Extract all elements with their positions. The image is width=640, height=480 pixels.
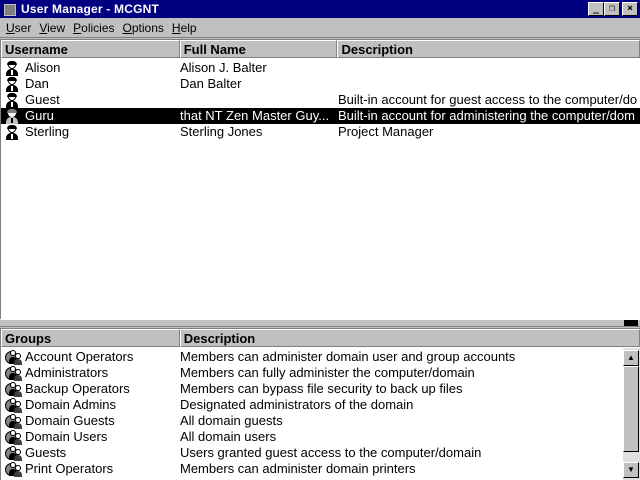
group-name: Domain Users — [25, 429, 108, 444]
group-name: Guests — [25, 445, 67, 460]
system-menu-icon[interactable] — [2, 2, 18, 16]
user-username: Sterling — [25, 124, 70, 139]
group-description: Users granted guest access to the computer/domain — [180, 445, 482, 460]
window-title: User Manager - MCGNT — [21, 2, 160, 16]
group-name: Administrators — [25, 365, 109, 380]
group-description: Designated administrators of the domain — [180, 397, 414, 412]
restore-button[interactable]: ❐ — [604, 2, 620, 16]
groups-vertical-scrollbar[interactable] — [623, 348, 640, 480]
user-username: Dan — [25, 76, 49, 91]
user-icon — [5, 61, 19, 76]
menu-bar — [0, 18, 640, 38]
group-name: Domain Admins — [25, 397, 117, 412]
user-row[interactable] — [1, 60, 640, 76]
group-icon — [5, 462, 23, 477]
user-description: Project Manager — [338, 124, 434, 139]
group-row[interactable] — [1, 381, 640, 397]
groups-header — [1, 329, 640, 347]
user-row[interactable] — [1, 76, 640, 92]
users-header — [1, 40, 640, 58]
column-group-description[interactable]: Description — [180, 329, 640, 347]
group-row[interactable] — [1, 461, 640, 477]
user-row-selected[interactable] — [1, 108, 640, 124]
user-icon — [5, 93, 19, 108]
pane-splitter[interactable] — [0, 319, 640, 327]
column-description[interactable]: Description — [337, 40, 640, 58]
group-description: All domain users — [180, 429, 277, 444]
column-full-name[interactable]: Full Name — [180, 40, 338, 58]
group-row[interactable] — [1, 365, 640, 381]
user-username: Alison — [25, 60, 61, 75]
groups-list — [0, 328, 640, 480]
group-icon — [5, 398, 23, 413]
close-button[interactable]: × — [622, 2, 638, 16]
group-description: Members can bypass file security to back up files — [180, 381, 463, 396]
group-icon — [5, 414, 23, 429]
group-row[interactable] — [1, 445, 640, 461]
user-username: Guru — [25, 108, 54, 123]
group-row[interactable] — [1, 429, 640, 445]
group-name: Domain Guests — [25, 413, 115, 428]
menu-view[interactable]: View — [39, 20, 66, 35]
title-bar — [0, 0, 640, 18]
user-description: Built-in account for administering the computer/dom — [338, 108, 635, 123]
group-icon — [5, 366, 23, 381]
scroll-up-arrow-icon[interactable]: ▲ — [623, 350, 639, 366]
group-icon — [5, 350, 23, 365]
group-icon — [5, 430, 23, 445]
group-icon — [5, 382, 23, 397]
group-row[interactable] — [1, 349, 640, 365]
scroll-thumb[interactable] — [623, 366, 639, 452]
group-name: Print Operators — [25, 461, 114, 476]
group-name: Backup Operators — [25, 381, 130, 396]
user-full-name: Alison J. Balter — [180, 60, 267, 75]
user-icon — [5, 109, 19, 124]
user-full-name: that NT Zen Master Guy... — [180, 108, 330, 123]
minimize-button[interactable]: _ — [588, 2, 604, 16]
group-row[interactable] — [1, 397, 640, 413]
group-description: Members can administer domain user and group accounts — [180, 349, 516, 364]
column-groups[interactable]: Groups — [1, 329, 180, 347]
group-description: Members can administer domain printers — [180, 461, 416, 476]
column-username[interactable]: Username — [1, 40, 180, 58]
group-name: Account Operators — [25, 349, 134, 364]
user-icon — [5, 77, 19, 92]
menu-user[interactable]: User — [6, 20, 32, 35]
group-row[interactable] — [1, 413, 640, 429]
menu-policies[interactable]: Policies — [73, 20, 115, 35]
user-username: Guest — [25, 92, 60, 107]
group-description: Members can fully administer the computer/domain — [180, 365, 475, 380]
menu-options[interactable]: Options — [122, 20, 164, 35]
user-full-name: Sterling Jones — [180, 124, 263, 139]
user-description: Built-in account for guest access to the computer/do — [338, 92, 638, 107]
scroll-down-arrow-icon[interactable]: ▼ — [623, 462, 639, 478]
user-icon — [5, 125, 19, 140]
menu-help[interactable]: Help — [171, 20, 197, 35]
user-row[interactable] — [1, 124, 640, 140]
group-icon — [5, 446, 23, 461]
user-row[interactable] — [1, 92, 640, 108]
user-full-name: Dan Balter — [180, 76, 242, 91]
group-description: All domain guests — [180, 413, 283, 428]
horizontal-scroll-thumb[interactable] — [624, 320, 638, 326]
users-list — [0, 39, 640, 327]
